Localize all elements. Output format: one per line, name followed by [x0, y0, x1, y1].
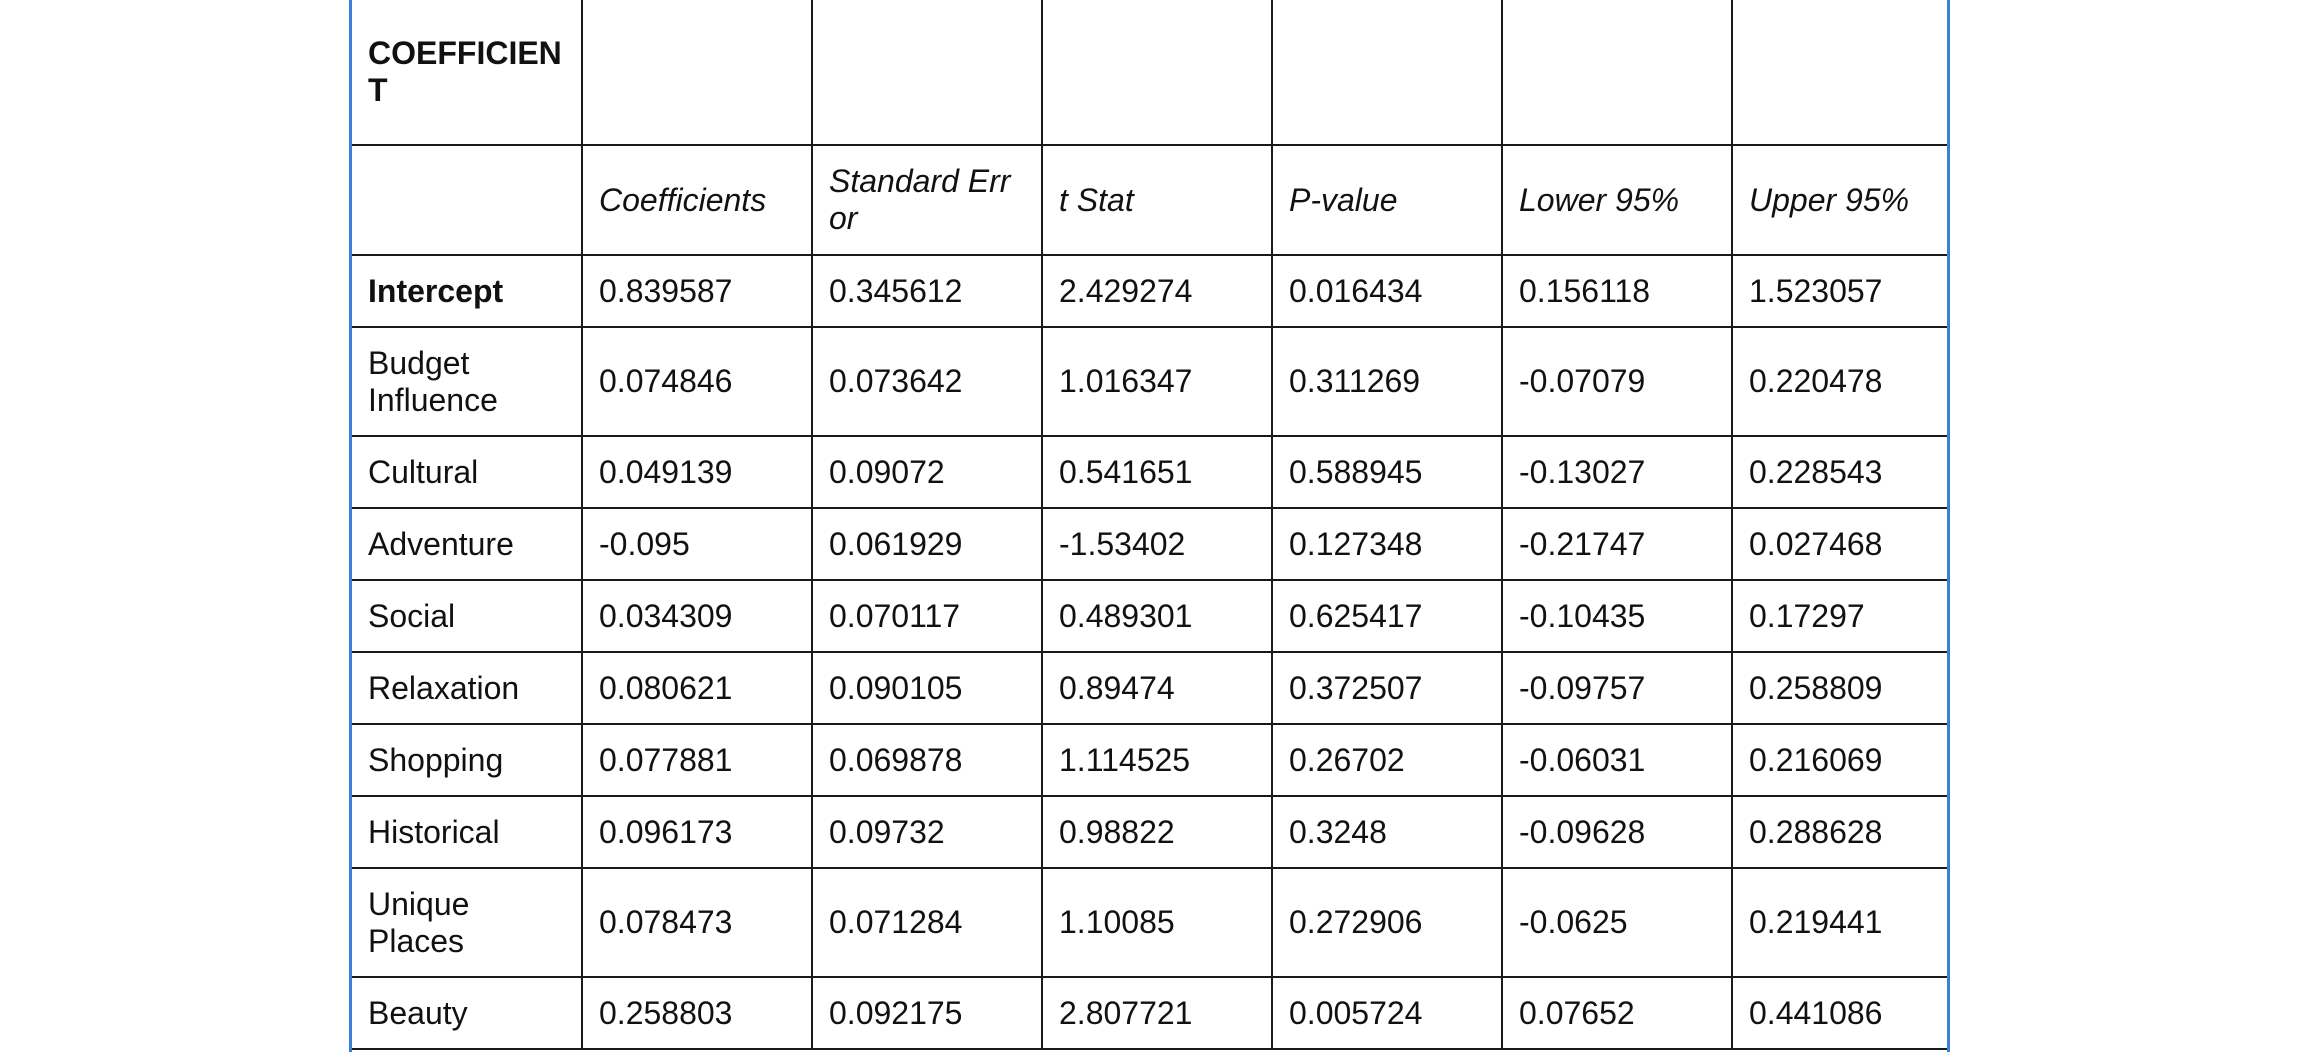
cell-lower-95: -0.10435 [1502, 580, 1732, 652]
cell-t-stat: 1.114525 [1042, 724, 1272, 796]
cell-coefficient: -0.095 [582, 508, 812, 580]
cell-coefficient: 0.096173 [582, 796, 812, 868]
header-cell-standard-error: Standard Error [812, 145, 1042, 255]
cell-coefficient: 0.078473 [582, 868, 812, 977]
cell-upper-95: 0.288628 [1732, 796, 1947, 868]
cell-upper-95: 0.228543 [1732, 436, 1947, 508]
empty-cell [1272, 0, 1502, 145]
table-row [352, 977, 1947, 1049]
cell-standard-error: 0.069878 [812, 724, 1042, 796]
coefficient-table-frame [349, 0, 1950, 1052]
empty-cell [1502, 0, 1732, 145]
empty-cell [1042, 0, 1272, 145]
cell-standard-error: 0.092175 [812, 977, 1042, 1049]
cell-standard-error: 0.345612 [812, 255, 1042, 327]
header-cell-lower-95: Lower 95% [1502, 145, 1732, 255]
row-label: Intercept [352, 255, 582, 327]
cell-coefficient: 0.034309 [582, 580, 812, 652]
cell-t-stat: 1.10085 [1042, 868, 1272, 977]
cell-coefficient: 0.258803 [582, 977, 812, 1049]
header-cell-p-value: P-value [1272, 145, 1502, 255]
header-cell-t-stat: t Stat [1042, 145, 1272, 255]
cell-upper-95: 0.17297 [1732, 580, 1947, 652]
cell-p-value: 0.005724 [1272, 977, 1502, 1049]
header-cell-coefficients: Coefficients [582, 145, 812, 255]
cell-p-value: 0.127348 [1272, 508, 1502, 580]
cell-coefficient: 0.077881 [582, 724, 812, 796]
cell-lower-95: -0.09628 [1502, 796, 1732, 868]
cell-upper-95: 0.258809 [1732, 652, 1947, 724]
cell-coefficient: 0.049139 [582, 436, 812, 508]
empty-cell [582, 0, 812, 145]
table-header-row [352, 145, 1947, 255]
cell-p-value: 0.588945 [1272, 436, 1502, 508]
cell-standard-error: 0.070117 [812, 580, 1042, 652]
row-label: Budget Influence [352, 327, 582, 436]
cell-p-value: 0.3248 [1272, 796, 1502, 868]
cell-standard-error: 0.09072 [812, 436, 1042, 508]
table-row [352, 796, 1947, 868]
cell-lower-95: 0.156118 [1502, 255, 1732, 327]
cell-p-value: 0.311269 [1272, 327, 1502, 436]
cell-t-stat: 0.98822 [1042, 796, 1272, 868]
cell-p-value: 0.016434 [1272, 255, 1502, 327]
cell-lower-95: 0.07652 [1502, 977, 1732, 1049]
header-cell-upper-95: Upper 95% [1732, 145, 1947, 255]
cell-lower-95: -0.13027 [1502, 436, 1732, 508]
cell-t-stat: 0.89474 [1042, 652, 1272, 724]
cell-lower-95: -0.0625 [1502, 868, 1732, 977]
table-row [352, 724, 1947, 796]
empty-cell [1732, 0, 1947, 145]
cell-t-stat: 2.429274 [1042, 255, 1272, 327]
row-label: Social [352, 580, 582, 652]
cell-standard-error: 0.09732 [812, 796, 1042, 868]
table-row [352, 868, 1947, 977]
row-label: Shopping [352, 724, 582, 796]
row-label: Cultural [352, 436, 582, 508]
table-title-row [352, 0, 1947, 145]
cell-lower-95: -0.06031 [1502, 724, 1732, 796]
cell-upper-95: 1.523057 [1732, 255, 1947, 327]
cell-coefficient: 0.839587 [582, 255, 812, 327]
row-label: Historical [352, 796, 582, 868]
table-row [352, 580, 1947, 652]
cell-lower-95: -0.21747 [1502, 508, 1732, 580]
row-label: Relaxation [352, 652, 582, 724]
cell-p-value: 0.372507 [1272, 652, 1502, 724]
empty-cell [812, 0, 1042, 145]
cell-p-value: 0.272906 [1272, 868, 1502, 977]
row-label: Unique Places [352, 868, 582, 977]
cell-upper-95: 0.220478 [1732, 327, 1947, 436]
cell-upper-95: 0.219441 [1732, 868, 1947, 977]
table-title: COEFFICIENT [352, 0, 582, 145]
table-row [352, 436, 1947, 508]
cell-standard-error: 0.073642 [812, 327, 1042, 436]
cell-standard-error: 0.071284 [812, 868, 1042, 977]
cell-t-stat: 1.016347 [1042, 327, 1272, 436]
table-row [352, 327, 1947, 436]
header-cell-blank [352, 145, 582, 255]
cell-t-stat: 0.489301 [1042, 580, 1272, 652]
cell-lower-95: -0.09757 [1502, 652, 1732, 724]
table-row [352, 652, 1947, 724]
cell-t-stat: 2.807721 [1042, 977, 1272, 1049]
coefficient-table [352, 0, 1947, 1050]
cell-coefficient: 0.080621 [582, 652, 812, 724]
cell-lower-95: -0.07079 [1502, 327, 1732, 436]
row-label: Beauty [352, 977, 582, 1049]
cell-standard-error: 0.061929 [812, 508, 1042, 580]
cell-p-value: 0.26702 [1272, 724, 1502, 796]
row-label: Adventure [352, 508, 582, 580]
cell-p-value: 0.625417 [1272, 580, 1502, 652]
cell-t-stat: -1.53402 [1042, 508, 1272, 580]
cell-upper-95: 0.216069 [1732, 724, 1947, 796]
cell-coefficient: 0.074846 [582, 327, 812, 436]
cell-t-stat: 0.541651 [1042, 436, 1272, 508]
table-row [352, 508, 1947, 580]
cell-standard-error: 0.090105 [812, 652, 1042, 724]
cell-upper-95: 0.027468 [1732, 508, 1947, 580]
table-row [352, 255, 1947, 327]
cell-upper-95: 0.441086 [1732, 977, 1947, 1049]
